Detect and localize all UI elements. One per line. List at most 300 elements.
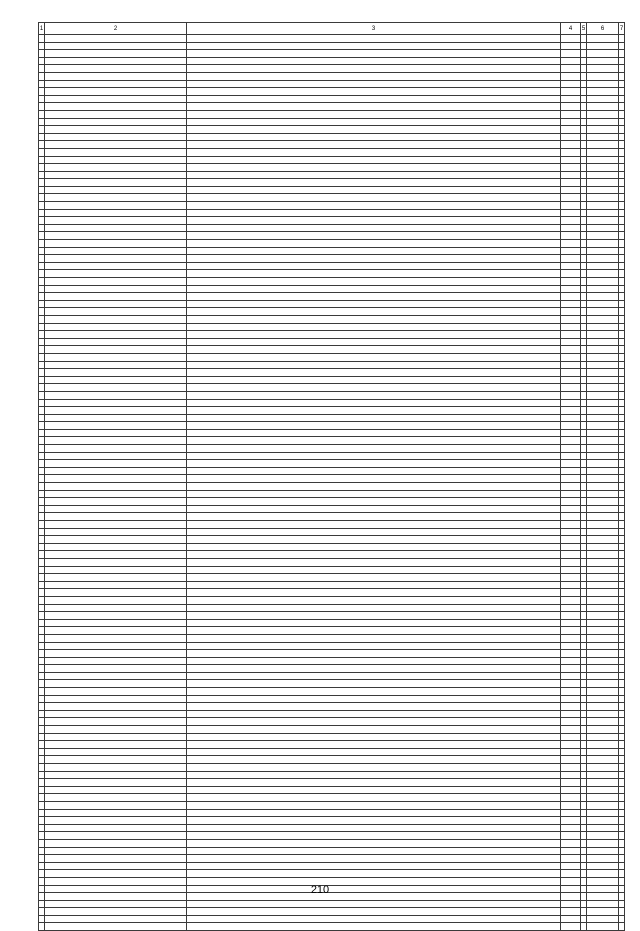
table-cell — [187, 156, 561, 164]
table-cell — [45, 141, 187, 149]
table-cell — [561, 642, 581, 650]
table-cell — [587, 672, 619, 680]
table-cell — [619, 581, 625, 589]
table-row — [39, 293, 625, 301]
table-cell — [187, 422, 561, 430]
table-cell — [619, 148, 625, 156]
table-cell — [45, 779, 187, 787]
table-cell — [587, 695, 619, 703]
table-cell — [587, 794, 619, 802]
table-cell — [587, 688, 619, 696]
table-cell — [619, 710, 625, 718]
table-cell — [45, 703, 187, 711]
table-row — [39, 103, 625, 111]
table-cell — [45, 126, 187, 134]
table-cell — [587, 832, 619, 840]
table-row — [39, 596, 625, 604]
table-row — [39, 764, 625, 772]
table-cell — [561, 612, 581, 620]
table-cell — [619, 80, 625, 88]
table-cell — [45, 688, 187, 696]
table-cell — [187, 528, 561, 536]
table-cell — [187, 240, 561, 248]
table-row — [39, 65, 625, 73]
table-cell — [561, 619, 581, 627]
table-cell — [561, 513, 581, 521]
table-row — [39, 627, 625, 635]
table-cell — [561, 80, 581, 88]
table-cell — [587, 460, 619, 468]
table-cell — [561, 900, 581, 908]
table-row — [39, 270, 625, 278]
table-cell — [45, 855, 187, 863]
table-cell — [187, 566, 561, 574]
table-cell — [587, 369, 619, 377]
table-cell — [619, 756, 625, 764]
table-cell — [561, 581, 581, 589]
table-cell — [619, 627, 625, 635]
table-cell — [619, 194, 625, 202]
document-page — [38, 22, 624, 931]
table-cell — [45, 308, 187, 316]
table-row — [39, 695, 625, 703]
table-cell — [45, 186, 187, 194]
table-row — [39, 262, 625, 270]
table-cell — [45, 361, 187, 369]
table-cell — [187, 270, 561, 278]
table-cell — [187, 391, 561, 399]
table-row — [39, 460, 625, 468]
table-row — [39, 513, 625, 521]
table-cell — [45, 612, 187, 620]
table-row — [39, 536, 625, 544]
table-cell — [619, 437, 625, 445]
table-cell — [187, 262, 561, 270]
table-cell — [187, 437, 561, 445]
table-cell — [561, 103, 581, 111]
table-row — [39, 323, 625, 331]
table-cell — [187, 817, 561, 825]
table-cell — [187, 536, 561, 544]
table-cell — [187, 657, 561, 665]
table-cell — [587, 733, 619, 741]
table-row — [39, 422, 625, 430]
table-cell — [561, 247, 581, 255]
table-cell — [587, 308, 619, 316]
table-cell — [561, 57, 581, 65]
table-cell — [561, 801, 581, 809]
table-row — [39, 384, 625, 392]
table-cell — [45, 498, 187, 506]
table-cell — [561, 672, 581, 680]
table-cell — [587, 437, 619, 445]
table-cell — [619, 270, 625, 278]
table-cell — [587, 612, 619, 620]
table-cell — [561, 589, 581, 597]
table-cell — [587, 293, 619, 301]
table-cell — [587, 741, 619, 749]
table-cell — [45, 672, 187, 680]
table-cell — [187, 361, 561, 369]
table-cell — [561, 171, 581, 179]
table-cell — [45, 915, 187, 923]
table-cell — [45, 467, 187, 475]
table-cell — [561, 771, 581, 779]
table-row — [39, 255, 625, 263]
table-cell — [587, 528, 619, 536]
table-cell — [587, 756, 619, 764]
table-cell — [587, 483, 619, 491]
table-cell — [561, 42, 581, 50]
table-row — [39, 650, 625, 658]
table-cell — [561, 240, 581, 248]
table-cell — [587, 923, 619, 931]
table-cell — [45, 315, 187, 323]
table-cell — [561, 710, 581, 718]
table-cell — [587, 285, 619, 293]
table-cell — [587, 202, 619, 210]
table-cell — [187, 414, 561, 422]
table-cell — [619, 42, 625, 50]
table-cell — [45, 839, 187, 847]
table-cell — [561, 232, 581, 240]
table-cell — [187, 315, 561, 323]
table-row — [39, 445, 625, 453]
table-cell — [45, 224, 187, 232]
table-cell — [187, 110, 561, 118]
table-row — [39, 72, 625, 80]
table-cell — [587, 361, 619, 369]
table-row — [39, 718, 625, 726]
table-cell — [45, 118, 187, 126]
table-cell — [561, 452, 581, 460]
table-cell — [587, 171, 619, 179]
table-cell — [619, 407, 625, 415]
table-cell — [45, 627, 187, 635]
table-row — [39, 612, 625, 620]
table-header-row — [39, 23, 625, 35]
table-cell — [619, 240, 625, 248]
table-cell — [45, 801, 187, 809]
table-cell — [187, 209, 561, 217]
table-cell — [561, 118, 581, 126]
table-cell — [45, 445, 187, 453]
table-cell — [587, 42, 619, 50]
table-cell — [187, 786, 561, 794]
table-cell — [619, 247, 625, 255]
table-row — [39, 915, 625, 923]
table-cell — [619, 574, 625, 582]
table-cell — [187, 179, 561, 187]
table-cell — [45, 604, 187, 612]
table-row — [39, 171, 625, 179]
table-cell — [619, 650, 625, 658]
table-cell — [45, 490, 187, 498]
table-cell — [561, 528, 581, 536]
table-cell — [561, 346, 581, 354]
table-row — [39, 164, 625, 172]
table-cell — [45, 331, 187, 339]
table-cell — [187, 756, 561, 764]
table-cell — [45, 35, 187, 43]
column-header: 1 — [39, 23, 45, 35]
table-cell — [45, 832, 187, 840]
table-cell — [187, 50, 561, 58]
table-cell — [45, 240, 187, 248]
table-cell — [619, 57, 625, 65]
table-row — [39, 300, 625, 308]
table-cell — [561, 437, 581, 445]
table-cell — [561, 384, 581, 392]
table-cell — [587, 627, 619, 635]
table-cell — [587, 824, 619, 832]
table-cell — [587, 498, 619, 506]
table-cell — [619, 171, 625, 179]
table-cell — [587, 278, 619, 286]
table-cell — [619, 824, 625, 832]
table-cell — [45, 475, 187, 483]
table-cell — [561, 331, 581, 339]
table-cell — [187, 346, 561, 354]
table-cell — [619, 255, 625, 263]
table-cell — [187, 88, 561, 96]
table-cell — [561, 95, 581, 103]
table-cell — [187, 72, 561, 80]
table-cell — [619, 870, 625, 878]
table-row — [39, 88, 625, 96]
table-cell — [619, 688, 625, 696]
table-cell — [619, 353, 625, 361]
table-cell — [587, 270, 619, 278]
table-cell — [587, 650, 619, 658]
table-cell — [619, 551, 625, 559]
table-row — [39, 665, 625, 673]
table-cell — [187, 779, 561, 787]
table-cell — [561, 574, 581, 582]
table-cell — [587, 429, 619, 437]
table-cell — [187, 619, 561, 627]
table-cell — [45, 232, 187, 240]
table-cell — [561, 133, 581, 141]
table-cell — [45, 536, 187, 544]
table-cell — [45, 513, 187, 521]
table-cell — [561, 156, 581, 164]
table-cell — [619, 35, 625, 43]
table-cell — [45, 710, 187, 718]
table-cell — [587, 300, 619, 308]
table-cell — [619, 285, 625, 293]
table-cell — [587, 156, 619, 164]
table-cell — [561, 862, 581, 870]
table-cell — [619, 95, 625, 103]
table-row — [39, 824, 625, 832]
table-cell — [187, 733, 561, 741]
table-row — [39, 923, 625, 931]
table-cell — [619, 338, 625, 346]
table-cell — [187, 862, 561, 870]
table-cell — [561, 391, 581, 399]
table-cell — [587, 604, 619, 612]
table-cell — [619, 369, 625, 377]
table-cell — [187, 596, 561, 604]
table-row — [39, 543, 625, 551]
table-cell — [561, 278, 581, 286]
table-cell — [619, 657, 625, 665]
table-cell — [187, 407, 561, 415]
table-cell — [619, 65, 625, 73]
table-cell — [187, 232, 561, 240]
table-cell — [619, 133, 625, 141]
table-cell — [587, 521, 619, 529]
table-cell — [561, 110, 581, 118]
table-cell — [587, 217, 619, 225]
table-cell — [619, 513, 625, 521]
table-cell — [45, 505, 187, 513]
table-cell — [587, 710, 619, 718]
table-row — [39, 801, 625, 809]
table-row — [39, 407, 625, 415]
table-cell — [561, 733, 581, 741]
table-cell — [45, 202, 187, 210]
table-cell — [587, 771, 619, 779]
table-cell — [561, 650, 581, 658]
table-cell — [561, 908, 581, 916]
table-cell — [187, 794, 561, 802]
table-cell — [187, 726, 561, 734]
table-row — [39, 589, 625, 597]
table-cell — [561, 741, 581, 749]
table-cell — [619, 923, 625, 931]
table-cell — [561, 285, 581, 293]
table-cell — [561, 88, 581, 96]
table-row — [39, 604, 625, 612]
works-table — [38, 22, 625, 931]
table-cell — [619, 839, 625, 847]
table-cell — [587, 543, 619, 551]
table-cell — [561, 445, 581, 453]
table-cell — [45, 293, 187, 301]
table-row — [39, 467, 625, 475]
table-cell — [187, 278, 561, 286]
table-cell — [561, 923, 581, 931]
table-cell — [45, 247, 187, 255]
table-cell — [619, 399, 625, 407]
table-cell — [587, 475, 619, 483]
table-row — [39, 490, 625, 498]
table-cell — [45, 429, 187, 437]
table-cell — [45, 179, 187, 187]
table-cell — [187, 513, 561, 521]
table-cell — [187, 695, 561, 703]
table-cell — [187, 832, 561, 840]
table-row — [39, 338, 625, 346]
table-cell — [587, 619, 619, 627]
table-cell — [561, 809, 581, 817]
table-row — [39, 680, 625, 688]
table-cell — [561, 202, 581, 210]
table-row — [39, 726, 625, 734]
table-cell — [619, 376, 625, 384]
table-cell — [587, 801, 619, 809]
table-cell — [45, 908, 187, 916]
table-cell — [587, 315, 619, 323]
table-cell — [561, 148, 581, 156]
table-row — [39, 179, 625, 187]
table-cell — [187, 634, 561, 642]
table-cell — [587, 574, 619, 582]
table-row — [39, 202, 625, 210]
table-cell — [619, 391, 625, 399]
table-cell — [561, 323, 581, 331]
table-row — [39, 574, 625, 582]
table-row — [39, 133, 625, 141]
table-cell — [587, 65, 619, 73]
table-cell — [561, 270, 581, 278]
table-cell — [45, 194, 187, 202]
table-cell — [561, 361, 581, 369]
table-cell — [45, 285, 187, 293]
column-header: 6 — [587, 23, 619, 35]
table-row — [39, 346, 625, 354]
table-cell — [187, 217, 561, 225]
table-row — [39, 566, 625, 574]
table-cell — [187, 171, 561, 179]
table-cell — [561, 353, 581, 361]
table-cell — [45, 300, 187, 308]
table-cell — [561, 855, 581, 863]
table-cell — [45, 323, 187, 331]
table-cell — [45, 376, 187, 384]
table-cell — [561, 490, 581, 498]
table-cell — [187, 452, 561, 460]
table-cell — [619, 680, 625, 688]
table-cell — [45, 574, 187, 582]
table-cell — [187, 505, 561, 513]
table-cell — [45, 726, 187, 734]
table-cell — [561, 315, 581, 323]
table-cell — [45, 278, 187, 286]
table-cell — [619, 475, 625, 483]
table-cell — [187, 467, 561, 475]
table-cell — [561, 35, 581, 43]
table-cell — [561, 293, 581, 301]
table-row — [39, 817, 625, 825]
table-cell — [187, 581, 561, 589]
table-cell — [561, 505, 581, 513]
table-cell — [187, 748, 561, 756]
table-cell — [561, 817, 581, 825]
table-cell — [561, 824, 581, 832]
table-cell — [45, 255, 187, 263]
table-cell — [45, 262, 187, 270]
table-cell — [619, 771, 625, 779]
table-cell — [587, 255, 619, 263]
table-cell — [587, 870, 619, 878]
column-header: 2 — [45, 23, 187, 35]
table-cell — [45, 65, 187, 73]
table-cell — [45, 133, 187, 141]
table-cell — [619, 460, 625, 468]
table-cell — [587, 57, 619, 65]
table-cell — [187, 103, 561, 111]
table-cell — [45, 680, 187, 688]
table-row — [39, 110, 625, 118]
table-cell — [561, 460, 581, 468]
table-cell — [187, 323, 561, 331]
table-cell — [187, 475, 561, 483]
table-cell — [45, 581, 187, 589]
table-cell — [619, 209, 625, 217]
